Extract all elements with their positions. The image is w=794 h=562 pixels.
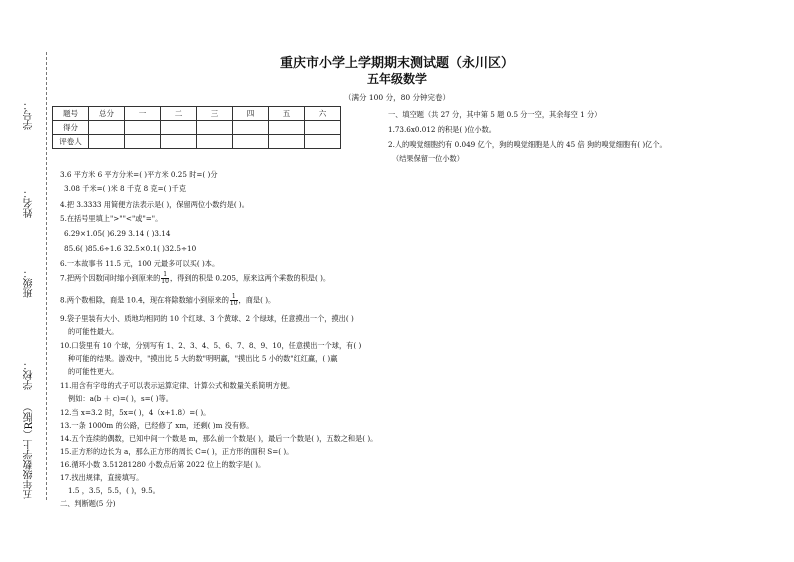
table-cell: 评卷人 — [53, 135, 89, 149]
score-table — [52, 106, 341, 149]
question-10-line-1: 10.口袋里有 10 个球，分别写有 1、2、3、4、5、6、7、8、9、10，任意摸出一个球，有( ) — [60, 341, 362, 350]
exam-subtitle: 五年级数学 — [366, 72, 427, 86]
table-cell: 六 — [305, 107, 341, 121]
question-7-text-b: ，得到的积是 0.205，原来这两个乘数的积是( )。 — [169, 273, 331, 283]
table-cell: 二 — [161, 107, 197, 121]
class-label: 班级： — [24, 268, 35, 298]
question-3-line-1: 3.6 平方米 6 平方分米=( )平方米 0.25 时=( )分 — [60, 170, 218, 179]
exam-title: 重庆市小学上学期期末测试题（永川区） — [279, 56, 514, 71]
fraction: $\frac{1}{10}$ — [229, 293, 238, 307]
question-11: 11.用含有字母的式子可以表示运算定律、计算公式和数量关系简明方便。 — [60, 381, 295, 390]
table-cell[interactable] — [161, 121, 197, 135]
student-id-label: 学号： — [24, 100, 35, 130]
section-1-heading: 一、填空题（共 27 分，其中第 5 题 0.5 分一空，其余每空 1 分） — [388, 110, 602, 119]
table-cell[interactable] — [125, 135, 161, 149]
question-8-text-b: ，商是( )。 — [238, 295, 276, 305]
question-5-row-2: 85.6( )85.6÷1.6 32.5×0.1( )32.5÷10 — [64, 244, 197, 253]
question-15: 15.正方形的边长为 a，那么正方形的周长 C=( )，正方形的面积 S=( )。 — [60, 447, 294, 456]
binding-line — [46, 52, 47, 500]
question-10-line-3: 的可能性更大。 — [68, 367, 119, 376]
table-cell[interactable] — [233, 135, 269, 149]
question-13: 13.一条 1000m 的公路，已经修了 xm，还剩( )m 没有修。 — [60, 421, 254, 430]
question-17: 17.找出规律，直接填写。 — [60, 473, 144, 482]
table-cell[interactable] — [197, 121, 233, 135]
table-cell[interactable] — [161, 135, 197, 149]
exam-note: （满分 100 分，80 分钟完卷） — [343, 93, 450, 102]
table-cell[interactable] — [197, 135, 233, 149]
table-row — [53, 107, 341, 121]
question-3-line-2: 3.08 千米=( )米 8 千克 8 克=( )千克 — [64, 184, 186, 193]
table-row — [53, 135, 341, 149]
question-7-text-a: 7.把两个因数同时缩小到原来的 — [60, 273, 161, 283]
question-8-text-a: 8.两个数相除，商是 10.4，现在将除数缩小到原来的 — [60, 295, 229, 305]
fraction: $\frac{1}{10}$ — [161, 271, 169, 285]
table-cell: 五 — [269, 107, 305, 121]
table-cell: 题号 — [53, 107, 89, 121]
question-9-line-1: 9.袋子里装有大小、质地均相同的 10 个红球、3 个黄球、2 个绿球，任意摸出一个，摸出( ) — [60, 314, 354, 323]
table-row — [53, 121, 341, 135]
question-2: 2.人的嗅觉细胞约有 0.049 亿个，狗的嗅觉细胞是人的 45 倍 狗的嗅觉细胞有( )亿个。 — [388, 140, 667, 149]
question-1: 1.73.6x0.012 的积是( )位小数。 — [388, 125, 496, 134]
table-cell: 四 — [233, 107, 269, 121]
question-16: 16.循环小数 3.51281280 小数点后第 2022 位上的数字是( )。 — [60, 460, 266, 469]
question-2-note: （结果保留一位小数） — [392, 154, 464, 163]
table-cell[interactable] — [269, 121, 305, 135]
table-cell[interactable] — [305, 135, 341, 149]
question-5-row-1: 6.29×1.05( )6.29 3.14 ( )3.14 — [64, 229, 171, 238]
table-cell[interactable] — [305, 121, 341, 135]
question-7 — [60, 272, 330, 285]
school-label: 学校： — [24, 360, 35, 390]
question-12: 12.当 x=3.2 时，5x=( )，4（x+1.8）=( )。 — [60, 408, 211, 417]
student-name-label: 姓名： — [24, 188, 35, 218]
table-cell[interactable] — [269, 135, 305, 149]
question-5: 5.在括号里填上">""<"或"="。 — [60, 214, 163, 223]
table-cell: 总分 — [89, 107, 125, 121]
table-cell[interactable] — [89, 121, 125, 135]
section-2-heading: 二、判断题(5 分) — [60, 499, 116, 508]
question-11-example: 例如：a(b ＋ c)=( )，s=( )等。 — [68, 394, 173, 403]
table-cell: 一 — [125, 107, 161, 121]
question-6: 6.一本故事书 11.5 元，100 元最多可以买( )本。 — [60, 259, 220, 268]
question-14: 14.五个连续的偶数，已知中间一个数是 m，那么前一个数是( )，最后一个数是( )，五数之和是( )。 — [60, 434, 378, 443]
table-cell[interactable] — [125, 121, 161, 135]
question-4: 4.把 3.3333 用简便方法表示是( )，保留两位小数约是( )。 — [60, 200, 249, 209]
question-9-line-2: 的可能性最大。 — [68, 327, 119, 336]
table-cell: 三 — [197, 107, 233, 121]
question-8 — [60, 294, 275, 307]
table-cell: 得分 — [53, 121, 89, 135]
edition-label: 五年级数学上（R版） — [24, 402, 35, 500]
question-17-sequence: 1.5 ，3.5，5.5，( )，9.5。 — [68, 486, 160, 495]
table-cell[interactable] — [233, 121, 269, 135]
table-cell[interactable] — [89, 135, 125, 149]
question-10-line-2: 种可能的结果。游戏中，"摸出比 5 大的数"明明赢，"摸出比 5 小的数"红红赢，( )赢 — [68, 354, 338, 363]
